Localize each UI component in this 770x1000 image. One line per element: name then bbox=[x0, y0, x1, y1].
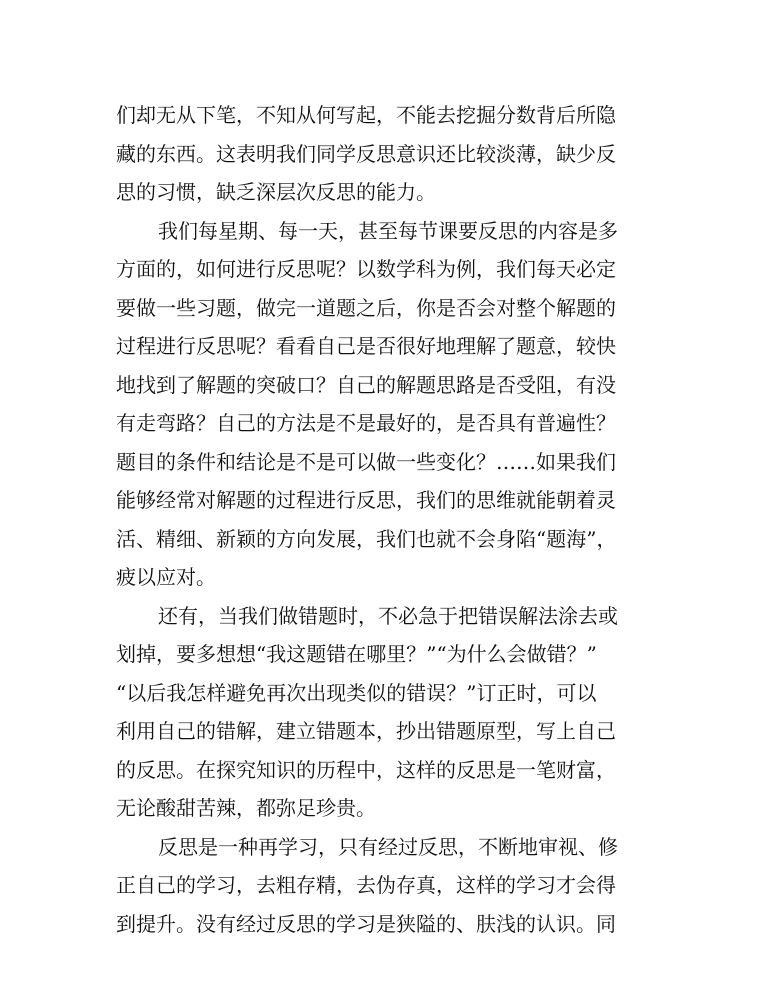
text-line: “以后我怎样避免再次出现类似的错误？”订正时，可以 bbox=[116, 680, 597, 705]
text-line: 的反思。在探究知识的历程中，这样的反思是一笔财富， bbox=[116, 757, 616, 782]
text-line: 无论酸甜苦辣，都弥足珍贵。 bbox=[116, 796, 376, 820]
text-line: 正自己的学习，去粗存精，去伪存真，这样的学习才会得 bbox=[116, 873, 616, 897]
text-line: 们却无从下笔，不知从何写起，不能去挖掘分数背后所隐 bbox=[116, 103, 616, 127]
text-line: 地找到了解题的突破口？自己的解题思路是否受阻，有没 bbox=[116, 372, 616, 397]
text-line: 有走弯路？自己的方法是不是最好的，是否具有普遍性？ bbox=[116, 411, 616, 435]
text-line: 利用自己的错解，建立错题本，抄出错题原型，写上自己 bbox=[116, 719, 616, 743]
text-line: 题目的条件和结论是不是可以做一些变化？……如果我们 bbox=[116, 449, 616, 474]
text-line: 能够经常对解题的过程进行反思，我们的思维就能朝着灵 bbox=[116, 488, 616, 512]
text-line: 划掉，要多想想“我这题错在哪里？”“为什么会做错？” bbox=[116, 642, 597, 666]
text-line: 到提升。没有经过反思的学习是狭隘的、肤浅的认识。同 bbox=[116, 911, 616, 936]
text-line: 疲以应对。 bbox=[116, 565, 216, 589]
text-line: 思的习惯，缺乏深层次反思的能力。 bbox=[116, 180, 436, 204]
paragraph-first-line: 还有，当我们做错题时，不必急于把错误解法涂去或 bbox=[158, 603, 618, 628]
text-line: 过程进行反思呢？看看自己是否很好地理解了题意，较快 bbox=[116, 334, 616, 358]
text-line: 活、精细、新颖的方向发展，我们也就不会身陷“题海”， bbox=[116, 526, 617, 551]
text-line: 要做一些习题，做完一道题之后，你是否会对整个解题的 bbox=[116, 295, 616, 320]
text-line: 方面的，如何进行反思呢？以数学科为例，我们每天必定 bbox=[116, 257, 616, 281]
text-line: 藏的东西。这表明我们同学反思意识还比较淡薄，缺少反 bbox=[116, 141, 616, 166]
paragraph-first-line: 我们每星期、每一天，甚至每节课要反思的内容是多 bbox=[158, 218, 618, 243]
paragraph-first-line: 反思是一种再学习，只有经过反思，不断地审视、修 bbox=[158, 834, 618, 859]
body-text bbox=[116, 96, 636, 943]
